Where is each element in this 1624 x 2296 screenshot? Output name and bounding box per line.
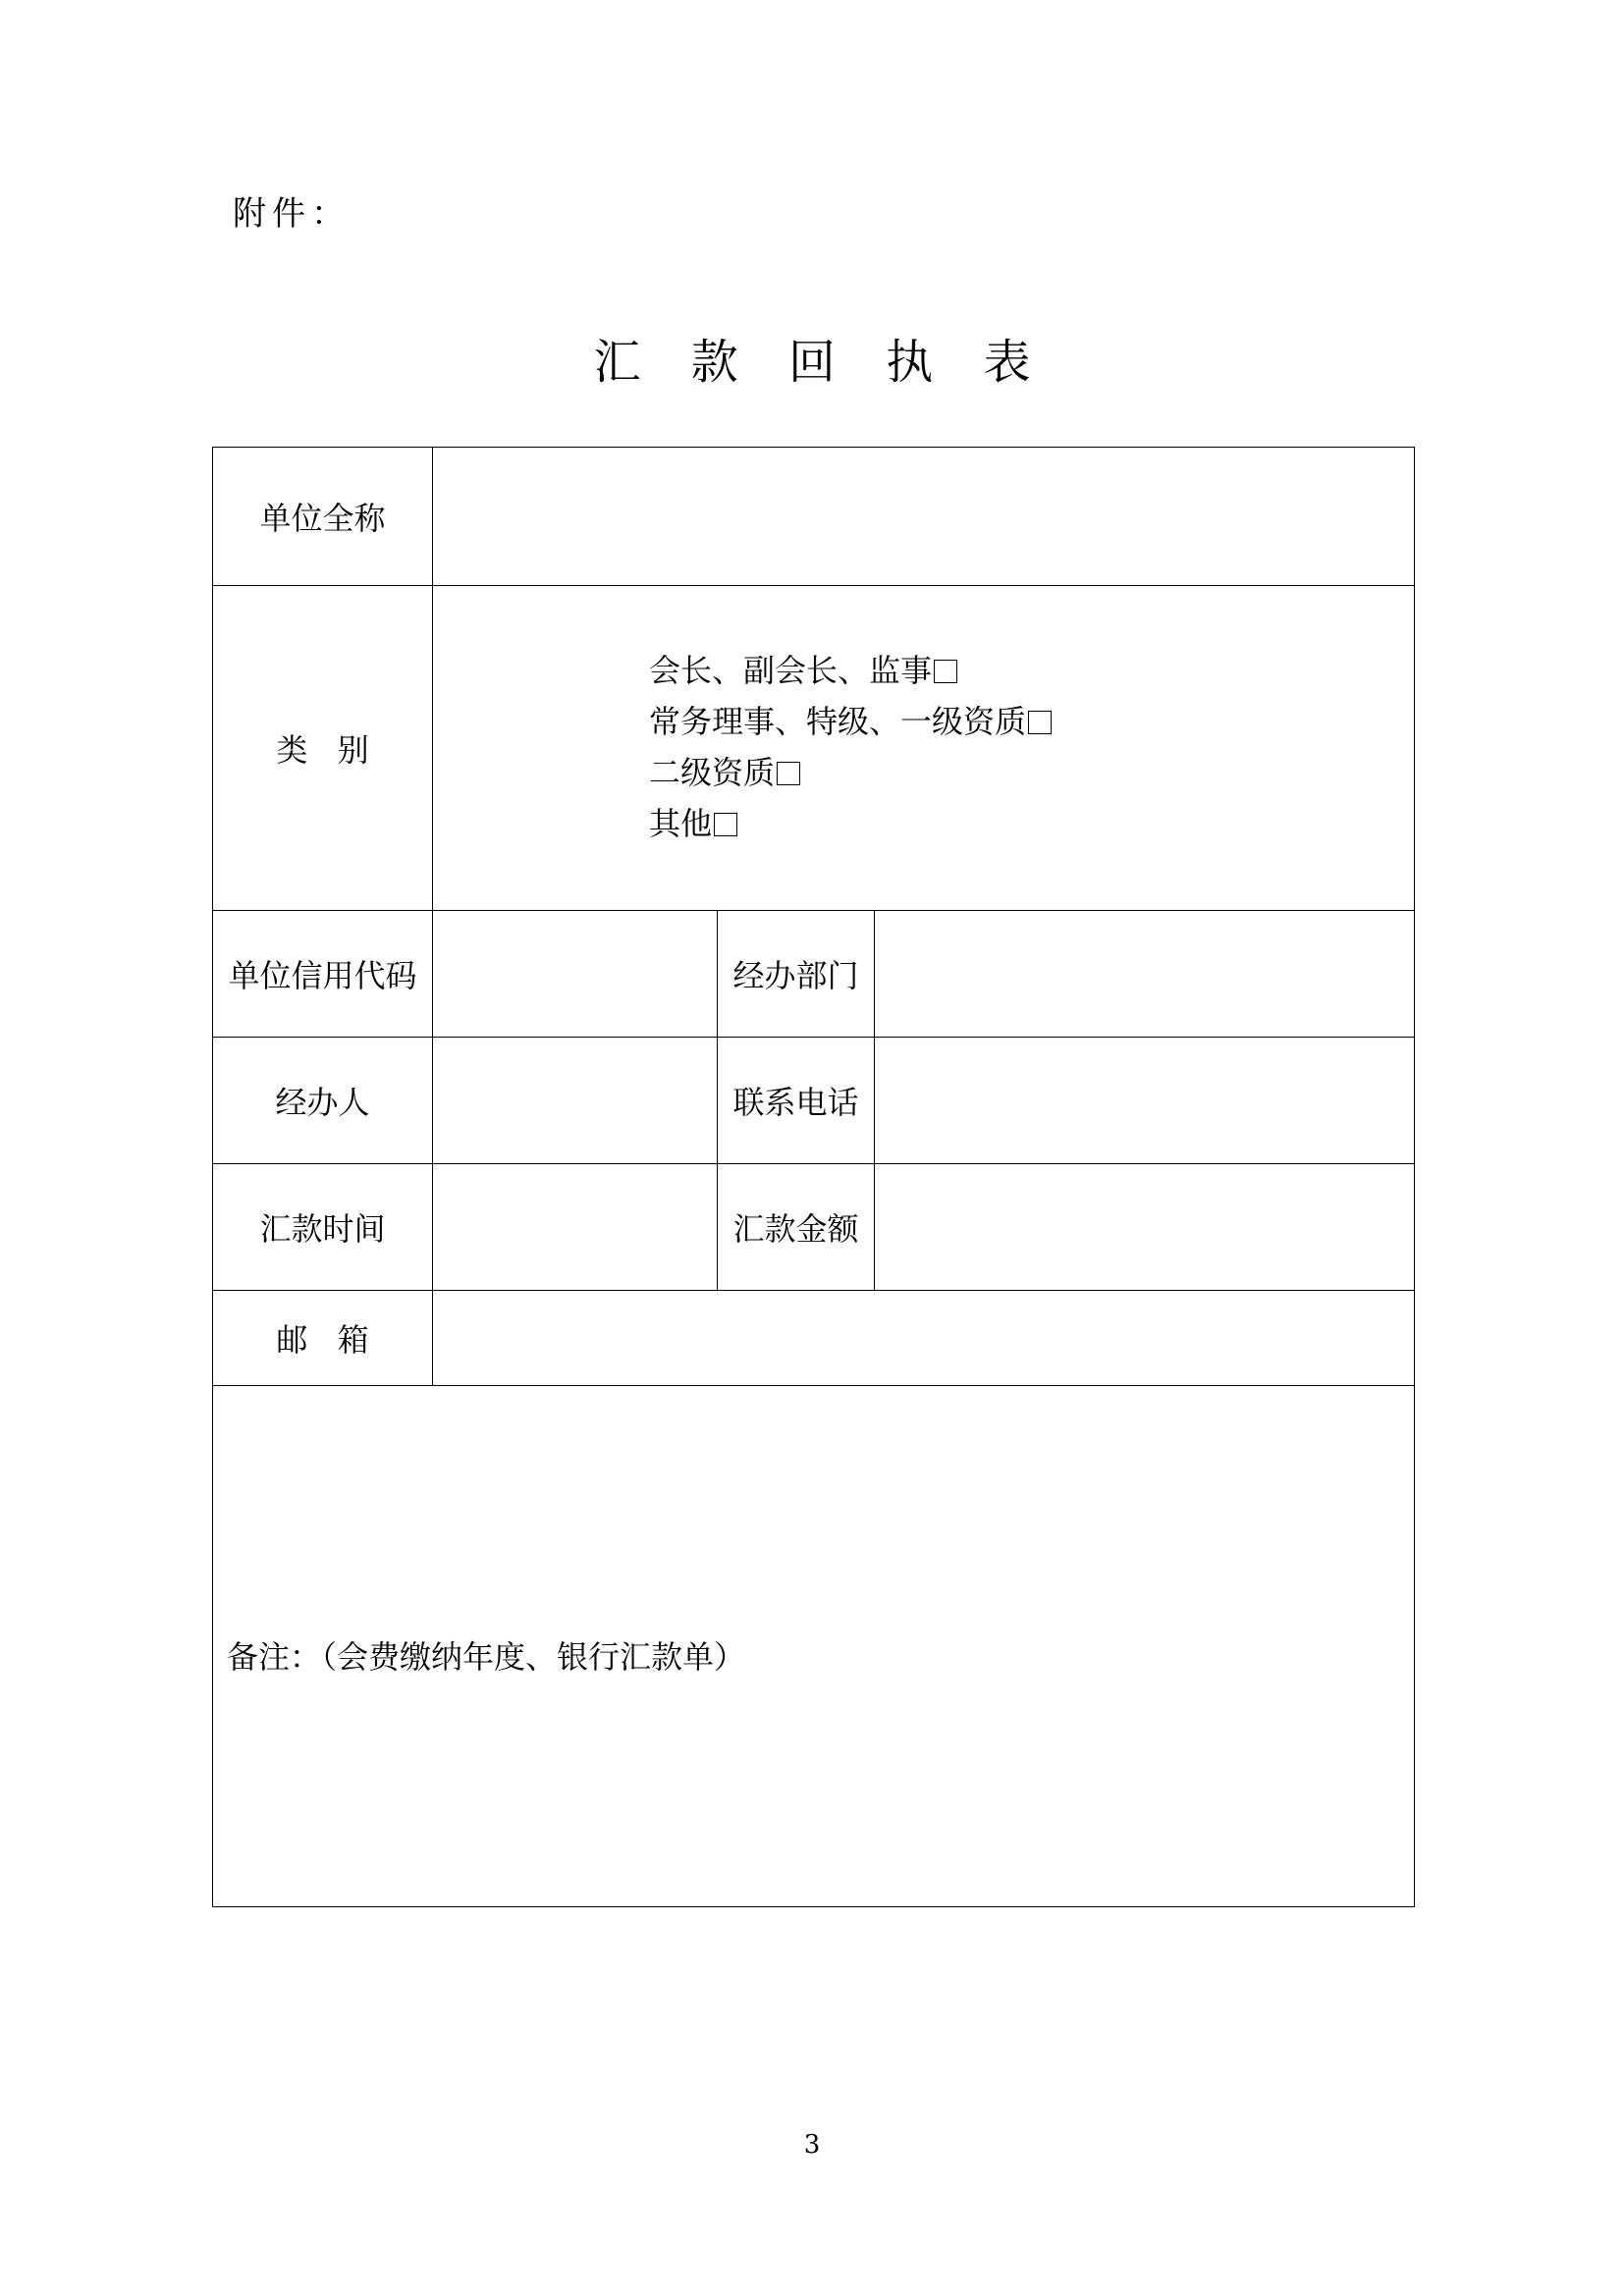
attachment-label: 附件： [233,194,351,234]
page-title: 汇 款 回 执 表 [593,335,1049,390]
field-remit-amount[interactable] [875,1164,1415,1291]
field-remit-time[interactable] [433,1164,718,1291]
checkbox-icon[interactable] [934,660,957,683]
table-row-credit-code [213,911,1415,1038]
label-email: 邮 箱 [213,1291,433,1386]
label-handler: 经办人 [213,1038,433,1164]
label-unit-name: 单位全称 [213,448,433,586]
table-row-category [213,586,1415,911]
category-option-other[interactable] [649,799,1414,850]
table-row-remit [213,1164,1415,1291]
category-option-chairman[interactable] [649,646,1414,697]
field-email[interactable] [433,1291,1415,1386]
field-handler[interactable] [433,1038,718,1164]
field-category[interactable] [433,586,1415,911]
checkbox-icon[interactable] [714,813,737,836]
field-contact-phone[interactable] [875,1038,1415,1164]
category-option-chairman-label: 会长、副会长、监事 [649,652,933,690]
label-credit-code: 单位信用代码 [213,911,433,1038]
remittance-receipt-form [212,447,1415,1907]
label-contact-phone: 联系电话 [718,1038,875,1164]
category-option-other-label: 其他 [649,804,713,842]
table-row-remark [213,1386,1415,1907]
table-row-unit-name [213,448,1415,586]
label-remark: 备注：（会费缴纳年度、银行汇款单） [227,1638,746,1676]
field-handling-dept[interactable] [875,911,1415,1038]
field-remark[interactable] [213,1386,1415,1907]
field-credit-code[interactable] [433,911,718,1038]
label-remit-time: 汇款时间 [213,1164,433,1291]
category-option-level-two-label: 二级资质 [649,754,776,791]
label-remit-amount: 汇款金额 [718,1164,875,1291]
category-option-level-two[interactable] [649,748,1414,799]
label-category: 类 别 [213,586,433,911]
table-row-handler [213,1038,1415,1164]
checkbox-icon[interactable] [777,762,800,785]
label-handling-dept: 经办部门 [718,911,875,1038]
category-option-standing-director-label: 常务理事、特级、一级资质 [649,703,1027,741]
page-number: 3 [803,2130,821,2160]
field-unit-name[interactable] [433,448,1415,586]
category-option-list [433,646,1414,849]
checkbox-icon[interactable] [1028,711,1052,734]
table-row-email [213,1291,1415,1386]
category-option-standing-director[interactable] [649,697,1414,748]
